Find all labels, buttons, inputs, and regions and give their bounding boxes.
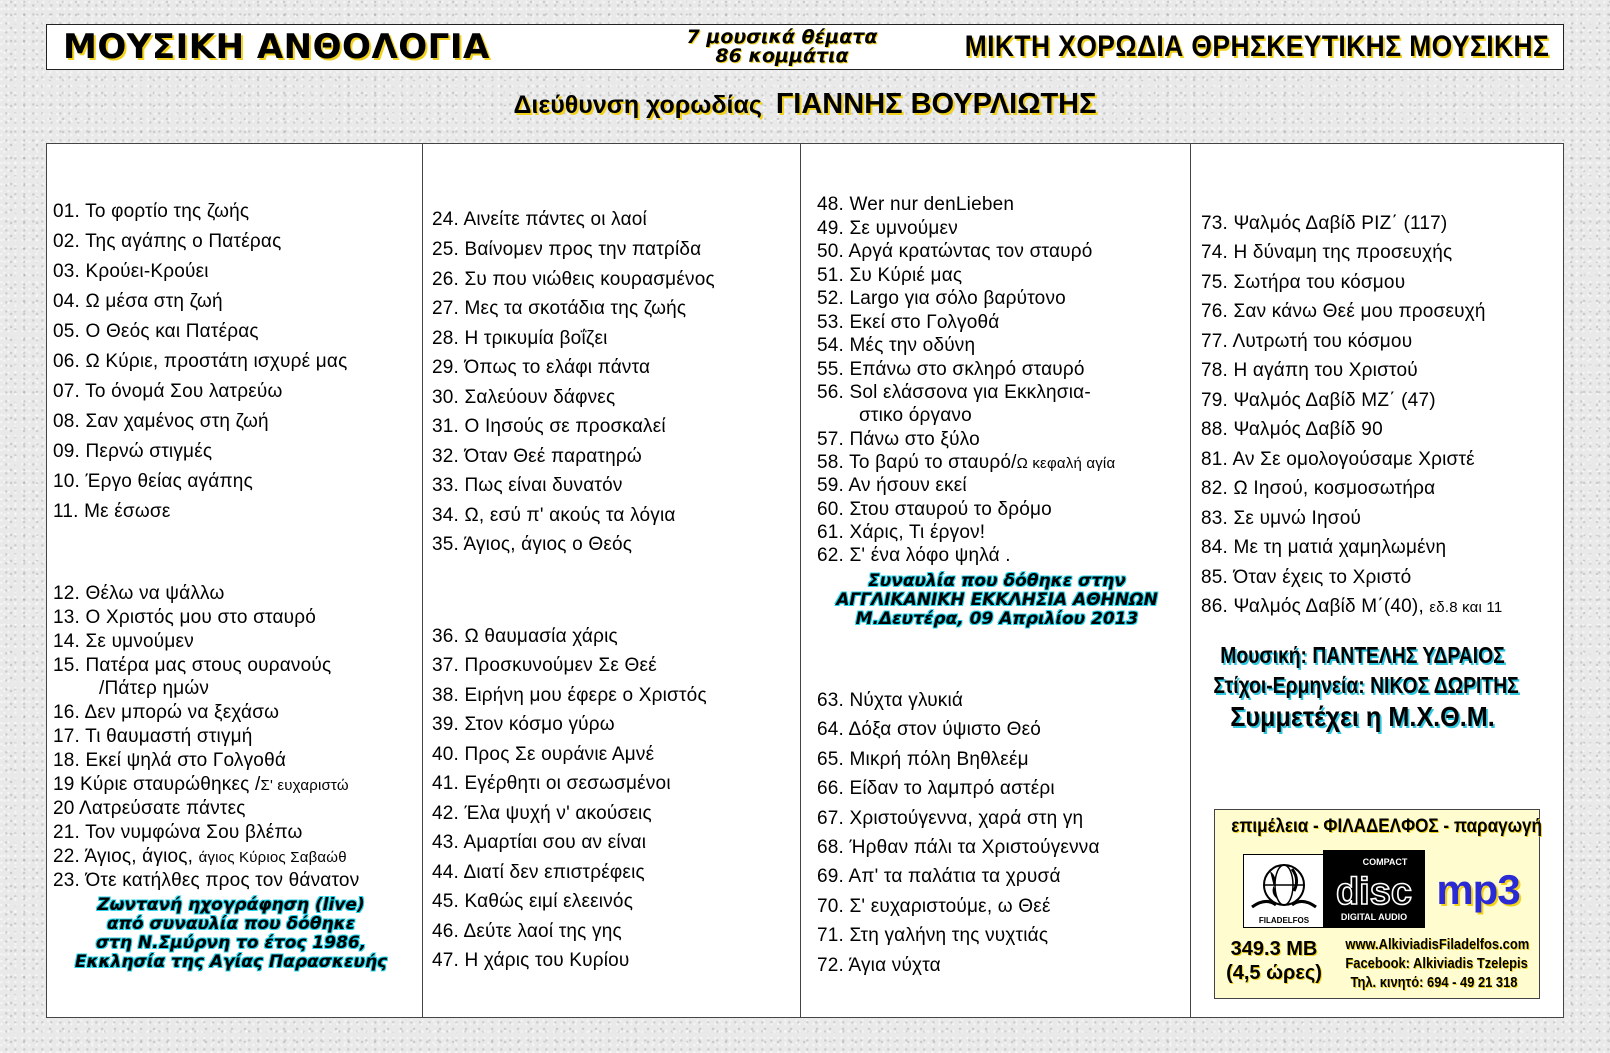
track-item: 29. Όπως το ελάφι πάντα: [432, 357, 651, 378]
track-item: 40. Προς Σε ουράνιε Αμνέ: [432, 744, 655, 765]
track-item: 26. Συ που νιώθεις κουρασμένος: [432, 269, 715, 290]
track-item: 34. Ω, εσύ π' ακούς τα λόγια: [432, 505, 676, 526]
track-item: [817, 452, 1115, 475]
track-item-continued: στικο όργανο: [859, 405, 972, 426]
anthology-title: ΜΟΥΣΙΚΗ ΑΝΘΟΛΟΓΙΑ: [63, 27, 490, 67]
track-item: 41. Εγέρθητι οι σεσωσμένοι: [432, 773, 671, 794]
concert-note-line: Συναυλία που δόθηκε στην: [868, 571, 1126, 591]
lyrics-credit: Στίχοι-Ερμηνεία: ΝΙΚΟΣ ΔΩΡΙΤΗΣ: [1213, 672, 1519, 698]
track-item: 20 Λατρεύσατε πάντες: [53, 798, 246, 819]
track-item: 25. Βαίνομεν προς την πατρίδα: [432, 239, 702, 260]
track-item: 70. Σ' ευχαριστούμε, ω Θεέ: [817, 896, 1051, 917]
track-item: [1201, 596, 1502, 619]
track-item: 02. Της αγάπης ο Πατέρας: [53, 231, 282, 252]
track-item: 43. Αμαρτίαι σου αν είναι: [432, 832, 647, 853]
track-item: 71. Στη γαλήνη της νυχτιάς: [817, 925, 1049, 946]
track-item: 63. Νύχτα γλυκιά: [817, 690, 964, 711]
track-item: 51. Συ Κύριέ μας: [817, 265, 963, 286]
anthology-subtitle: [622, 28, 942, 66]
track-item: 01. Το φορτίο της ζωής: [53, 201, 250, 222]
track-item: 36. Ω θαυμασία χάρις: [432, 626, 618, 647]
disc-word-text: disc: [1335, 871, 1413, 913]
disc-compact-text: COMPACT: [1362, 857, 1408, 867]
subtitle-themes: 7 μουσικά θέματα: [686, 26, 878, 48]
track-item: 50. Αργά κρατώντας τον σταυρό: [817, 241, 1093, 262]
track-item: 28. Η τρικυμία βοΐζει: [432, 328, 608, 349]
compact-disc-logo: [1323, 850, 1425, 928]
director-label: Διεύθυνση χορωδίας: [513, 91, 762, 119]
track-item: 15. Πατέρα μας στους ουρανούς: [53, 655, 332, 676]
contact-info: [1331, 935, 1537, 992]
track-item: 68. Ήρθαν πάλι τα Χριστούγεννα: [817, 837, 1100, 858]
track-item: 33. Πως είναι δυνατόν: [432, 475, 623, 496]
track-item: 59. Αν ήσουν εκεί: [817, 475, 967, 496]
track-item: 66. Είδαν το λαμπρό αστέρι: [817, 778, 1055, 799]
track-item: 88. Ψαλμός Δαβίδ 90: [1201, 419, 1383, 440]
mp3-logo: [1437, 854, 1519, 926]
track-item: 82. Ω Ιησού, κοσμοσωτήρα: [1201, 478, 1436, 499]
track-item: 55. Επάνω στο σκληρό σταυρό: [817, 359, 1085, 380]
globe-hands-icon: [1244, 855, 1324, 927]
track-item: 49. Σε υμνούμεν: [817, 218, 958, 239]
live-note-line: από συναυλία που δόθηκε: [106, 914, 356, 934]
director-name: ΓΙΑΝΝΗΣ ΒΟΥΡΛΙΩΤΗΣ: [775, 88, 1097, 120]
track-item: 23. Ότε κατήλθες προς τον θάνατον: [53, 870, 360, 891]
track-item: 39. Στον κόσμο γύρω: [432, 714, 615, 735]
filadelfos-logo: [1243, 854, 1325, 928]
track-item: 54. Μές την οδύνη: [817, 335, 976, 356]
choir-director: [0, 88, 1610, 121]
track-subtitle: άγιος Κύριος Σαβαώθ: [198, 849, 347, 866]
choir-title: ΜΙΚΤΗ ΧΟΡΩΔΙΑ ΘΡΗΣΚΕΥΤΙΚΗΣ ΜΟΥΣΙΚΗΣ: [964, 30, 1549, 63]
track-item: 08. Σαν χαμένος στη ζωή: [53, 411, 269, 432]
track-title: 58. Το βαρύ το σταυρό/: [817, 452, 1017, 473]
duration-hours: (4,5 ώρες): [1226, 962, 1322, 984]
column-divider: [1190, 144, 1191, 1017]
live-recording-note: [61, 896, 401, 972]
track-title: 19 Κύριε σταυρώθηκες /: [53, 774, 261, 795]
track-subtitle: εδ.8 και 11: [1429, 599, 1503, 616]
concert-note-line: Μ.Δευτέρα, 09 Απριλίου 2013: [855, 609, 1139, 629]
size-mb: 349.3 MB: [1230, 938, 1318, 960]
track-item: 27. Μες τα σκοτάδια της ζωής: [432, 298, 687, 319]
track-item: 42. Έλα ψυχή ν' ακούσεις: [432, 803, 652, 824]
track-item: 76. Σαν κάνω Θεέ μου προσευχή: [1201, 301, 1486, 322]
credits-block: [1185, 640, 1540, 734]
subtitle-tracks: 86 κομμάτια: [715, 45, 849, 67]
track-item: 64. Δόξα στον ύψιστο Θεό: [817, 719, 1042, 740]
track-item: 85. Όταν έχεις το Χριστό: [1201, 567, 1412, 588]
website-link[interactable]: www.AlkiviadisFiladelfos.com: [1345, 936, 1530, 953]
track-item: 21. Τον νυμφώνα Σου βλέπω: [53, 822, 303, 843]
track-item: 61. Χάρις, Τι έργον!: [817, 522, 986, 543]
track-item: 57. Πάνω στο ξύλο: [817, 429, 980, 450]
filadelfos-logo-text: FILADELFOS: [1258, 916, 1310, 925]
track-item: 67. Χριστούγεννα, χαρά στη γη: [817, 808, 1084, 829]
track-item: 72. Άγια νύχτα: [817, 955, 941, 976]
track-item: 11. Με έσωσε: [53, 501, 171, 522]
track-item: 07. Το όνομά Σου λατρεύω: [53, 381, 283, 402]
concert-note-line: ΑΓΓΛΙΚΑΝΙΚΗ ΕΚΚΛΗΣΙΑ ΑΘΗΝΩΝ: [836, 590, 1158, 610]
track-item: 13. Ο Χριστός μου στο σταυρό: [53, 607, 316, 628]
track-item: 35. Άγιος, άγιος ο Θεός: [432, 534, 633, 555]
track-subtitle: Σ' ευχαριστώ: [260, 777, 349, 794]
live-note-line: Εκκλησία της Αγίας Παρασκευής: [74, 952, 388, 972]
track-item: [53, 774, 349, 797]
track-item: 52. Largo για σόλο βαρύτονο: [817, 288, 1066, 309]
participation-credit: Συμμετέχει η Μ.Χ.Θ.Μ.: [1230, 701, 1495, 732]
track-item: 24. Αινείτε πάντες οι λαοί: [432, 209, 647, 230]
track-item: 04. Ω μέσα στη ζωή: [53, 291, 223, 312]
track-item: 45. Καθώς ειμί ελεεινός: [432, 891, 634, 912]
track-item: 77. Λυτρωτή του κόσμου: [1201, 331, 1413, 352]
track-item: 18. Εκεί ψηλά στο Γολγοθά: [53, 750, 287, 771]
track-item: 84. Με τη ματιά χαμηλωμένη: [1201, 537, 1447, 558]
track-title: 22. Άγιος, άγιος,: [53, 846, 194, 867]
track-item: 17. Τι θαυμαστή στιγμή: [53, 726, 253, 747]
collection-size: [1225, 937, 1323, 985]
track-item: 32. Όταν Θεέ παρατηρώ: [432, 446, 642, 467]
track-item: 44. Διατί δεν επιστρέφεις: [432, 862, 645, 883]
disc-digital-text: DIGITAL AUDIO: [1340, 912, 1408, 922]
track-item: 10. Έργο θείας αγάπης: [53, 471, 253, 492]
track-title: 86. Ψαλμός Δαβίδ Μ΄(40),: [1201, 596, 1424, 617]
track-item: 56. Sol ελάσσονα για Εκκλησια-: [817, 382, 1091, 403]
production-label: επιμέλεια - ΦΙΛΑΔΕΛΦΟΣ - παραγωγή: [1231, 816, 1542, 837]
live-note-line: στη Ν.Σμύρνη το έτος 1986,: [95, 933, 367, 953]
track-item: 65. Μικρή πόλη Βηθλεέμ: [817, 749, 1029, 770]
column-divider: [422, 144, 423, 1017]
track-item: 48. Wer nur denLieben: [817, 194, 1015, 215]
track-item: 16. Δεν μπορώ να ξεχάσω: [53, 702, 280, 723]
compact-disc-icon: [1323, 850, 1425, 928]
facebook-link[interactable]: Facebook: Alkiviadis Tzelepis: [1345, 955, 1528, 972]
phone-number: Τηλ. κινητό: 694 - 49 21 318: [1350, 974, 1518, 991]
track-item: 06. Ω Κύριε, προστάτη ισχυρέ μας: [53, 351, 348, 372]
track-item: 12. Θέλω να ψάλλω: [53, 583, 225, 604]
track-item: 30. Σαλεύουν δάφνες: [432, 387, 616, 408]
track-item: 81. Αν Σε ομολογούσαμε Χριστέ: [1201, 449, 1475, 470]
track-item-continued: /Πάτερ ημών: [99, 678, 210, 699]
track-item: 53. Εκεί στο Γολγοθά: [817, 312, 1000, 333]
track-item: 83. Σε υμνώ Ιησού: [1201, 508, 1362, 529]
track-item: 62. Σ' ένα λόφο ψηλά .: [817, 545, 1011, 566]
track-item: 05. Ο Θεός και Πατέρας: [53, 321, 259, 342]
track-item: 74. Η δύναμη της προσευχής: [1201, 242, 1453, 263]
track-item: [53, 846, 347, 869]
header-banner: [46, 24, 1564, 70]
track-item: 60. Στου σταυρού το δρόμο: [817, 499, 1052, 520]
production-infobox: [1214, 809, 1540, 999]
track-item: 14. Σε υμνούμεν: [53, 631, 194, 652]
track-item: 38. Ειρήνη μου έφερε ο Χριστός: [432, 685, 707, 706]
track-subtitle: Ω κεφαλή αγία: [1016, 455, 1116, 472]
track-item: 75. Σωτήρα του κόσμου: [1201, 272, 1406, 293]
track-item: 78. Η αγάπη του Χριστού: [1201, 360, 1418, 381]
concert-note: [807, 572, 1187, 629]
track-item: 73. Ψαλμός Δαβίδ ΡΙΖ΄ (117): [1201, 213, 1448, 234]
column-divider: [800, 144, 801, 1017]
live-note-line: Ζωντανή ηχογράφηση (live): [97, 895, 365, 915]
track-item: 47. Η χάρις του Κυρίου: [432, 950, 630, 971]
mp3-text: mp3: [1436, 866, 1520, 913]
track-item: 31. Ο Ιησούς σε προσκαλεί: [432, 416, 666, 437]
track-item: 37. Προσκυνούμεν Σε Θεέ: [432, 655, 657, 676]
track-item: 03. Κρούει-Κρούει: [53, 261, 209, 282]
track-item: 69. Απ' τα παλάτια τα χρυσά: [817, 866, 1061, 887]
track-item: 79. Ψαλμός Δαβίδ ΜΖ΄ (47): [1201, 390, 1436, 411]
music-credit: Μουσική: ΠΑΝΤΕΛΗΣ ΥΔΡΑΙΟΣ: [1220, 642, 1505, 668]
track-item: 09. Περνώ στιγμές: [53, 441, 213, 462]
track-item: 46. Δεύτε λαοί της γης: [432, 921, 622, 942]
